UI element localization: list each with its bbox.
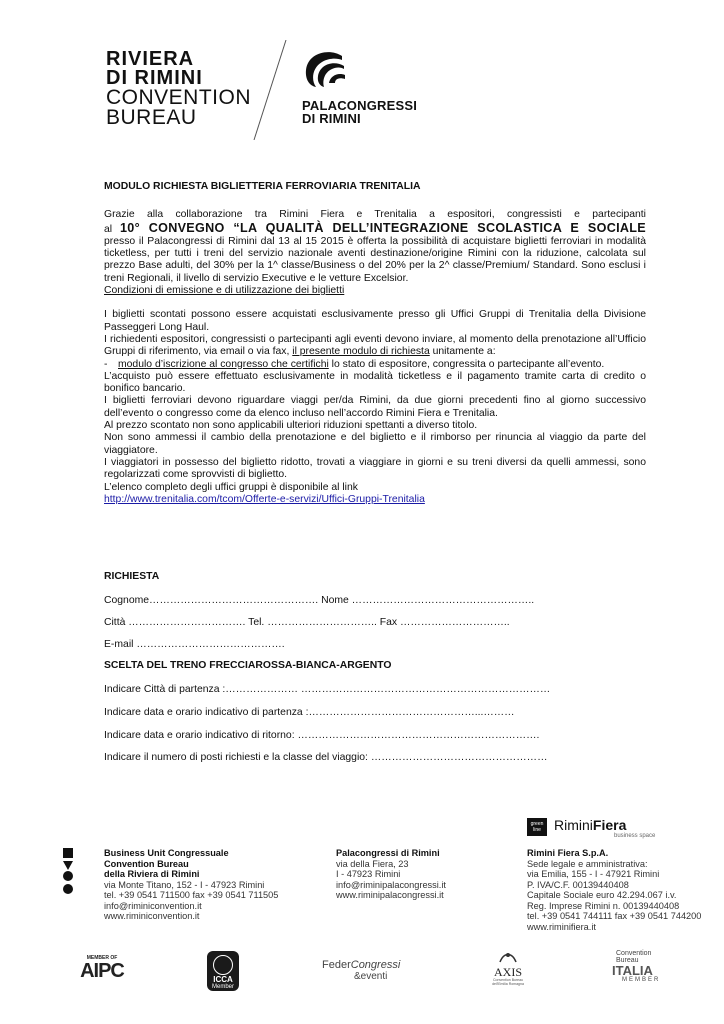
logo-text: Fiera xyxy=(592,817,627,833)
citta-tel-fax-field[interactable]: Città ……………………………. Tel. ………………………….. Fax ………………………….. xyxy=(104,617,510,628)
footer-line: info@riminipalacongressi.it xyxy=(336,879,446,890)
intro-event-line xyxy=(104,222,646,236)
axis-badge xyxy=(486,950,530,986)
aipc-badge xyxy=(80,955,124,981)
logo-text: Congressi xyxy=(350,959,401,971)
footer-line: www.riminipalacongressi.it xyxy=(336,890,444,900)
footer-line: info@riminiconvention.it xyxy=(104,900,202,911)
form-reference: il presente modulo di richiesta xyxy=(292,346,430,358)
badge-text: ITALIA xyxy=(612,963,653,978)
bullet-dash: - xyxy=(104,358,108,370)
aipc-logo: AIPC xyxy=(80,960,124,982)
icca-globe-icon xyxy=(213,955,233,975)
departure-datetime-field[interactable]: Indicare data e orario indicativo di partenza :…………………………………………...……… xyxy=(104,707,515,718)
cognome-nome-field[interactable]: Cognome…………………………………………. Nome …………………………………………….. xyxy=(104,595,535,606)
footer-convention-bureau xyxy=(104,848,278,922)
departure-city-field[interactable]: Indicare Città di partenza :………………… ……………………………………………………………… xyxy=(104,684,551,695)
footer-line: Capitale Sociale euro 42.294.067 i.v. xyxy=(527,890,677,900)
palacongressi-logo xyxy=(302,50,417,125)
badge-caption: MEMBER OF xyxy=(86,955,118,961)
paragraph: Non sono ammessi il cambio della prenotazione e del biglietto e il rimborso per rinuncia al viaggio da parte del viaggiatore. xyxy=(104,432,646,456)
footer-line: via Emilia, 155 - I - 47921 Rimini xyxy=(527,869,660,879)
footer-line: Palacongressi di Rimini xyxy=(336,848,440,858)
logo-text: Feder xyxy=(322,959,351,971)
intro-prefix: al xyxy=(104,223,120,235)
footer-line: www.riminiconvention.it xyxy=(104,911,200,921)
footer-line: Reg. Imprese Rimini n. 00139440408 xyxy=(527,900,680,911)
logo-tagline: business space xyxy=(614,833,656,839)
bullet-text: lo stato di espositore, congressita o partecipante all’evento. xyxy=(328,358,605,370)
request-heading: RICHIESTA xyxy=(104,571,160,582)
intro-paragraph: presso il Palacongressi di Rimini dal 13 al 15 2015 è offerta la possibilità di acquistare biglietti ferroviari in modalità ticketless, per tutti i treni del servizio nazionale aventi destinazione/origine Rimini con la riduzione, calcolata sul prezzo Base adulti, del 30% per la 1^ classe/Business o del 20% per la 2^ classe/Premium/ Standard. Sono esclusi i treni Regionali, il livello di servizio Executive e le vetture Excelsior. xyxy=(104,235,646,284)
green-line-icon: green line xyxy=(527,818,547,836)
footer-line: della Riviera di Rimini xyxy=(104,869,200,879)
footer-line: Sede legale e amministrativa: xyxy=(527,858,648,869)
riminifiera-logo xyxy=(554,818,655,840)
paragraph: Al prezzo scontato non sono applicabili ulteriori riduzioni spettanti a diverso titolo. xyxy=(104,420,478,432)
document-title: MODULO RICHIESTA BIGLIETTERIA FERROVIARIA TRENITALIA xyxy=(104,181,421,192)
footer-line: via Monte Titano, 152 - I - 47923 Rimini xyxy=(104,879,265,890)
conditions-heading: Condizioni di emissione e di utilizzazione dei biglietti xyxy=(104,285,345,297)
footer-line: via della Fiera, 23 xyxy=(336,858,409,869)
icca-logo: ICCA xyxy=(213,975,233,984)
axis-emblem-icon xyxy=(498,950,518,964)
intro-line: Grazie alla collaborazione tra Rimini Fiera e Trenitalia a espositori, congressisti e partecipanti xyxy=(104,209,646,221)
logo-text: &eventi xyxy=(354,971,388,982)
logo-line: BUREAU xyxy=(106,106,197,129)
footer-line: Business Unit Congressuale xyxy=(104,848,229,858)
logo-divider xyxy=(250,40,290,140)
paragraph xyxy=(104,334,646,359)
footer-line: Convention Bureau xyxy=(104,858,189,869)
footer-line: Rimini Fiera S.p.A. xyxy=(527,848,609,858)
bullet-underlined: modulo d’iscrizione al congresso che certifichi xyxy=(118,358,329,370)
badge-text: Bureau xyxy=(616,957,639,964)
footer-line: I - 47923 Rimini xyxy=(336,869,401,879)
trenitalia-link[interactable]: http://www.trenitalia.com/tcom/Offerte-e-servizi/Uffici-Gruppi-Trenitalia xyxy=(104,493,425,505)
riviera-rimini-logo xyxy=(106,50,251,128)
badge-text: Convention xyxy=(616,950,652,957)
paragraph-text: I richiedenti espositori, congressisti o partecipanti agli eventi devono inviare, al momento della prenotazione all’Ufficio Gruppi di riferimento, via email o via fax, xyxy=(104,333,646,358)
logo-line: CONVENTION xyxy=(106,86,252,109)
logo-line: RIVIERA xyxy=(106,48,195,70)
badge-text: MEMBER xyxy=(622,977,661,983)
paragraph: L’elenco completo degli uffici gruppi è disponibile al link xyxy=(104,481,358,493)
paragraph: L’acquisto può essere effettuato esclusivamente in modalità ticketless e il pagamento tramite carta di credito o bonifico bancario. xyxy=(104,370,646,395)
palacongressi-mark-icon xyxy=(302,50,348,88)
train-heading: SCELTA DEL TRENO FRECCIAROSSA-BIANCA-ARGENTO xyxy=(104,660,392,671)
convention-bureau-italia-badge xyxy=(612,950,676,992)
paragraph: I biglietti scontati possono essere acquistati esclusivamente presso gli Uffici Gruppi di Trenitalia della Divisione Passeggeri Long Haul. xyxy=(104,309,646,333)
logo-line: DI RIMINI xyxy=(302,111,361,126)
icca-badge xyxy=(207,951,239,991)
icca-member: Member xyxy=(211,984,234,990)
bullet-item xyxy=(104,359,646,371)
return-datetime-field[interactable]: Indicare data e orario indicativo di ritorno: ……………………………………………………………. xyxy=(104,730,540,741)
footer-line: www.riminifiera.it xyxy=(527,921,596,932)
logo-line: PALACONGRESSI xyxy=(302,98,418,113)
email-field[interactable]: E-mail ……………………………………. xyxy=(104,639,285,650)
footer-riminifiera xyxy=(527,848,701,932)
footer-palacongressi xyxy=(336,848,446,901)
footer-line: tel. +39 0541 711500 fax +39 0541 711505 xyxy=(104,890,279,900)
logo-line: DI RIMINI xyxy=(106,67,203,89)
event-name: 10° CONVEGNO “LA QUALITÀ DELL’INTEGRAZIONE SCOLASTICA E SOCIALE xyxy=(119,220,646,235)
convention-bureau-mark-icon xyxy=(61,848,75,896)
logo-text: Rimini xyxy=(554,817,593,833)
footer-line: tel. +39 0541 744111 fax +39 0541 744200 xyxy=(527,911,702,921)
axis-caption: Convention Bureau dell'Emilia Romagna xyxy=(492,978,524,986)
federcongressi-logo xyxy=(322,960,400,982)
axis-logo: AXIS xyxy=(493,965,522,979)
document-body xyxy=(104,181,646,506)
paragraph: I biglietti ferroviari devono riguardare viaggi per/da Rimini, da due giorni precedenti fino al giorno successivo dell’evento o congresso come da elenco incluso nell’accordo Rimini Fiera e Trenitalia. xyxy=(104,395,646,419)
seats-class-field[interactable]: Indicare il numero di posti richiesti e la classe del viaggio: …………………………………………… xyxy=(104,752,548,763)
footer-line: P. IVA/C.F. 00139440408 xyxy=(527,879,629,890)
paragraph-text: unitamente a: xyxy=(429,346,496,358)
paragraph: I viaggiatori in possesso del biglietto ridotto, trovati a viaggiare in giorni e su treni diversi da quelli ammessi, sono regolarizzati come sprovvisti di biglietto. xyxy=(104,456,646,481)
